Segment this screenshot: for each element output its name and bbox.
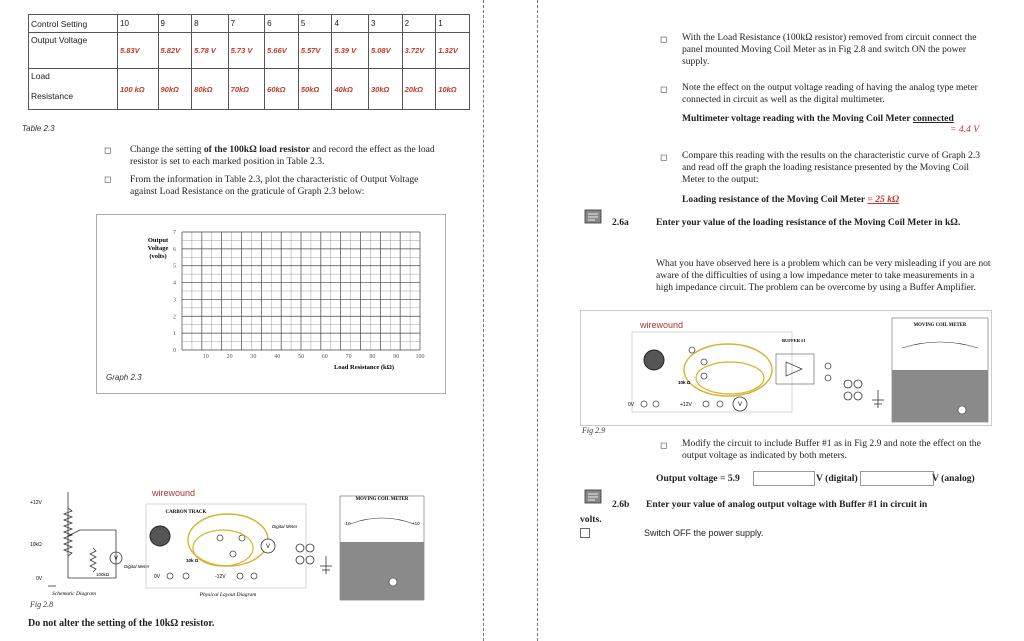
table-cell: 80kΩ	[192, 69, 229, 110]
table-cell: 3	[368, 15, 402, 33]
mc-reading-line	[682, 113, 992, 125]
bullet-icon: ◻	[660, 34, 668, 44]
label-12v: +12V	[30, 500, 42, 506]
graph-ylabel: Output	[147, 237, 169, 244]
right-instruction-2: Note the effect on the output voltage reading of having the analog type meter connected in circuit as well as the digital multimeter.	[682, 82, 978, 105]
fig29-0v: 0V	[628, 402, 635, 408]
table-cell: 4	[332, 15, 369, 33]
mc-reading-link: connected	[912, 113, 954, 124]
bullet-icon: ◻	[660, 84, 668, 94]
svg-text:V: V	[265, 544, 271, 550]
x-tick-label: 80	[369, 354, 376, 360]
table-cell: 6	[265, 15, 299, 33]
y-tick-label: 7	[173, 230, 176, 236]
instruction-2: From the information in Table 2.3, plot the characteristic of Output Voltage against Load Resistance on the graticule of Graph 2.3 below:	[130, 174, 419, 197]
y-tick-label: 2	[173, 314, 176, 321]
instruction-1-strong: of the 100kΩ load resistor	[203, 144, 310, 155]
meter-scale-right: +10	[412, 521, 420, 526]
x-tick-label: 30	[250, 354, 257, 360]
x-tick-label: 50	[298, 354, 304, 360]
graph-y-ticks	[173, 230, 176, 354]
x-tick-label: 100	[415, 354, 425, 360]
potentiometer-knob	[150, 526, 170, 546]
y-tick-label: 5	[173, 263, 176, 270]
table-cell: 30kΩ	[368, 69, 402, 110]
x-tick-label: 90	[393, 354, 400, 360]
table-cell[interactable]: 5.08V	[368, 33, 402, 69]
x-tick-label: 60	[321, 354, 328, 360]
table-row-label-line: Resistance	[31, 91, 74, 101]
digital-voltage-box[interactable]	[753, 471, 815, 486]
control-setting-row	[29, 15, 470, 33]
x-tick-label: 40	[274, 354, 281, 360]
table-cell: 10	[118, 15, 159, 33]
schematic-label: Schematic Diagram	[52, 591, 96, 597]
right-instruction-1: With the Load Resistance (100kΩ resistor) removed from circuit connect the panel mounted Moving Coil Meter as in Fig 2.8 and switch ON the power supply.	[682, 32, 977, 67]
table-cell[interactable]: 5.83V	[118, 33, 159, 69]
table-cell: 40kΩ	[332, 69, 369, 110]
question-2-6b-text: Enter your value of analog output voltage with Buffer #1 in circuit in	[646, 499, 928, 510]
question-2-6a-number: 2.6a	[612, 217, 629, 228]
table-row-label-line: Load	[31, 71, 50, 81]
table-cell[interactable]: 5.66V	[265, 33, 299, 69]
x-tick-label: 70	[345, 354, 352, 360]
fig-2-9-caption: Fig 2.9	[582, 426, 606, 435]
label-10k-sch: 10kΩ	[30, 542, 42, 548]
buffer-explanation: What you have observed here is a problem which can be very misleading if you are not aware of the difficulties of using a low impedance meter to take measurements in a high impedance circuit. The problem can be overcome by using a Buffer Amplifier.	[656, 258, 991, 293]
physical-digital-meter-label: Digital Meter	[272, 524, 298, 529]
fig29-meter-title: MOVING COIL METER	[913, 323, 967, 328]
graph-x-ticks	[203, 354, 425, 360]
table-cell[interactable]: 3.72V	[402, 33, 436, 69]
fig29-wirewound: wirewound	[640, 320, 684, 330]
table-cell[interactable]: 1.32V	[436, 33, 470, 69]
carbon-track-label: CARBON TRACK	[165, 510, 207, 515]
question-2-6a-text: Enter your value of the loading resistance of the Moving Coil Meter in kΩ.	[656, 217, 961, 228]
graph-ylabel: (volts)	[149, 253, 167, 260]
svg-text:V: V	[737, 402, 743, 408]
bullet-icon: ◻	[104, 174, 112, 184]
fig29-10k: 10k Ω	[678, 380, 691, 385]
x-tick-label: 10	[202, 354, 209, 360]
graph-grid	[182, 232, 420, 350]
switch-off-note: Switch OFF the power supply.	[644, 528, 764, 538]
physical-12v-label: -12V	[215, 574, 226, 580]
y-tick-label: 4	[173, 280, 176, 287]
loading-value[interactable]: = 25 kΩ	[867, 194, 900, 205]
book-icon	[582, 208, 604, 226]
y-tick-label: 6	[173, 246, 176, 253]
label-digital-meter: Digital Meter	[124, 564, 150, 569]
table-cell: 2	[402, 15, 436, 33]
physical-10k-label: 10k Ω	[186, 558, 199, 563]
left-page	[0, 0, 482, 641]
table-cell: 70kΩ	[228, 69, 265, 110]
instruction-1	[130, 144, 445, 168]
volts-label: volts.	[580, 514, 602, 525]
output-digital-unit: V (digital)	[816, 473, 858, 484]
graph-2-3	[96, 214, 446, 394]
bullet-icon: ◻	[104, 145, 112, 155]
y-tick-label: 3	[173, 297, 176, 304]
wirewound-label: wirewound	[152, 488, 196, 498]
right-instruction-4: Modify the circuit to include Buffer #1 as in Fig 2.9 and note the effect on the output voltage as indicated by both meters.	[682, 438, 981, 461]
instruction-1-pre: Change the setting	[130, 144, 204, 155]
table-cell: 1	[436, 15, 470, 33]
fig29-knob	[644, 350, 664, 370]
physical-0v-label: 0V	[154, 574, 161, 580]
y-tick-label: 0	[173, 348, 176, 354]
table-cell: 8	[192, 15, 229, 33]
answer-checkbox[interactable]	[580, 528, 590, 538]
meter-title: MOVING COIL METER	[355, 497, 409, 502]
output-voltage-row	[29, 33, 470, 69]
right-instruction-3: Compare this reading with the results on the characteristic curve of Graph 2.3 and read off the graph the loading resistance presented by the Moving Coil Meter to the output:	[682, 150, 981, 185]
fig-2-8-caption: Fig 2.8	[30, 600, 54, 609]
results-table	[28, 14, 470, 110]
table-cell: 90kΩ	[158, 69, 192, 110]
label-0v: 0V	[36, 576, 43, 582]
table-cell: 100 kΩ	[118, 69, 159, 110]
table-caption: Table 2.3	[22, 124, 55, 133]
table-cell[interactable]: 5.82V	[158, 33, 192, 69]
table-cell[interactable]: 5.39 V	[332, 33, 369, 69]
fig-2-9	[580, 310, 992, 426]
bullet-icon: ◻	[660, 440, 668, 450]
graph-xlabel: Load Resistance (kΩ)	[333, 364, 395, 371]
loading-label: Loading resistance of the Moving Coil Meter	[682, 194, 865, 205]
instruction-1-post: and record the effect as the load resistor is set to each marked position in Table 2.3.	[130, 144, 435, 167]
table-cell[interactable]: 5.57V	[298, 33, 332, 69]
fig29-12v: +12V	[680, 402, 692, 408]
bottom-note: Do not alter the setting of the 10kΩ resistor.	[28, 618, 215, 629]
label-100k: 100kΩ	[96, 572, 110, 577]
table-cell: 10kΩ	[436, 69, 470, 110]
meter-scale-left: -10	[344, 521, 351, 526]
page-divider	[483, 0, 484, 641]
x-tick-label: 20	[226, 354, 233, 360]
graph-caption: Graph 2.3	[106, 373, 142, 382]
right-page	[540, 0, 1024, 641]
analog-voltage-box[interactable]	[860, 471, 934, 486]
table-cell: 9	[158, 15, 192, 33]
table-cell: 20kΩ	[402, 69, 436, 110]
load-resistance-row	[29, 69, 470, 110]
loading-line	[682, 194, 899, 206]
table-row-label: Control Setting	[29, 15, 118, 33]
svg-text:V: V	[113, 556, 119, 562]
output-voltage-label: Output voltage = 5.9	[656, 473, 740, 484]
table-cell: 50kΩ	[298, 69, 332, 110]
bullet-icon: ◻	[660, 152, 668, 162]
book-icon	[582, 488, 604, 506]
fig-2-8	[28, 478, 428, 606]
physical-layout-label: Physical Layout Diagram	[199, 592, 257, 598]
table-row-label	[29, 69, 118, 110]
fig29-buffer-label: BUFFER #1	[782, 338, 806, 343]
page-divider	[537, 0, 538, 641]
graph-ylabel: Voltage	[147, 245, 169, 252]
question-2-6b-number: 2.6b	[612, 499, 630, 510]
table-row-label: Output Voltage	[29, 33, 118, 69]
table-cell: 5	[298, 15, 332, 33]
mc-reading-value[interactable]: = 4.4 V	[950, 124, 980, 135]
table-cell: 7	[228, 15, 265, 33]
y-tick-label: 1	[173, 331, 176, 338]
table-cell: 60kΩ	[265, 69, 299, 110]
mc-reading-label: Multimeter voltage reading with the Moving Coil Meter	[682, 113, 911, 124]
table-cell[interactable]: 5.73 V	[228, 33, 265, 69]
table-cell[interactable]: 5.78 V	[192, 33, 229, 69]
output-analog-unit: V (analog)	[932, 473, 975, 484]
